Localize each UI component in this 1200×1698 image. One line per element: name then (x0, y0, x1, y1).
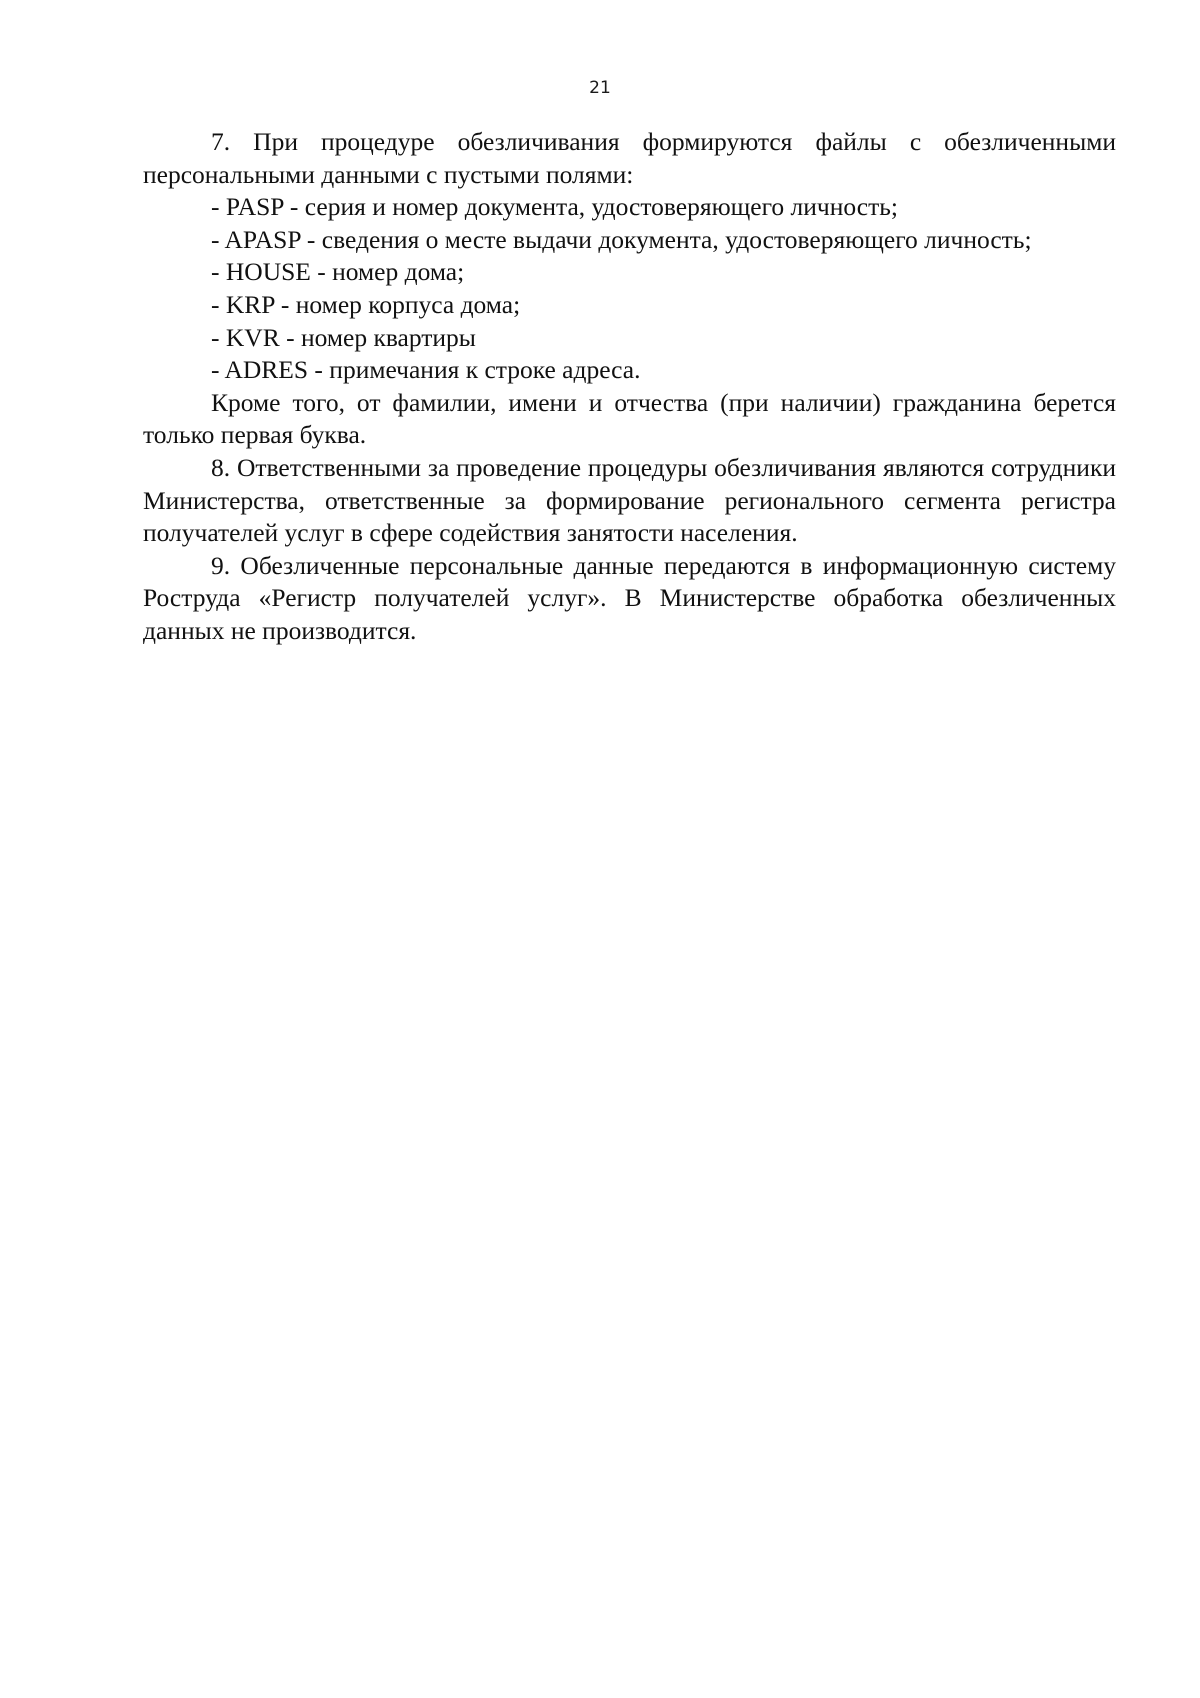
page-number: 21 (589, 78, 611, 98)
list-item-house: - HOUSE - номер дома; (211, 257, 465, 287)
paragraph-item-9: 9. Обезличенные персональные данные передаются в информационную систему Роструда «Регистр получателей услуг». В Министерстве обработка обезличенных данных не производится. (143, 550, 1116, 645)
paragraph-initials-note: Кроме того, от фамилии, имени и отчества (при наличии) гражданина берется только первая буква. (143, 387, 1116, 450)
list-item-pasp: - PASP - серия и номер документа, удостоверяющего личность; (211, 192, 898, 222)
list-item-krp: - KRP - номер корпуса дома; (211, 289, 521, 319)
document-body (143, 126, 1116, 648)
list-item-kvr: - KVR - номер квартиры (211, 322, 476, 352)
paragraph-item-8: 8. Ответственными за проведение процедуры обезличивания являются сотрудники Министерства, ответственные за формирование регионального сегмента регистра получателей услуг в сфере содействия занятости населения. (143, 452, 1116, 548)
list-item-adres: - ADRES - примечания к строке адреса. (211, 355, 641, 385)
list-item-apasp: - APASP - сведения о месте выдачи документа, удостоверяющего личность; (211, 224, 1032, 254)
paragraph-item-7: 7. При процедуре обезличивания формируются файлы с обезличенными персональными данными с пустыми полями: (143, 127, 1116, 189)
